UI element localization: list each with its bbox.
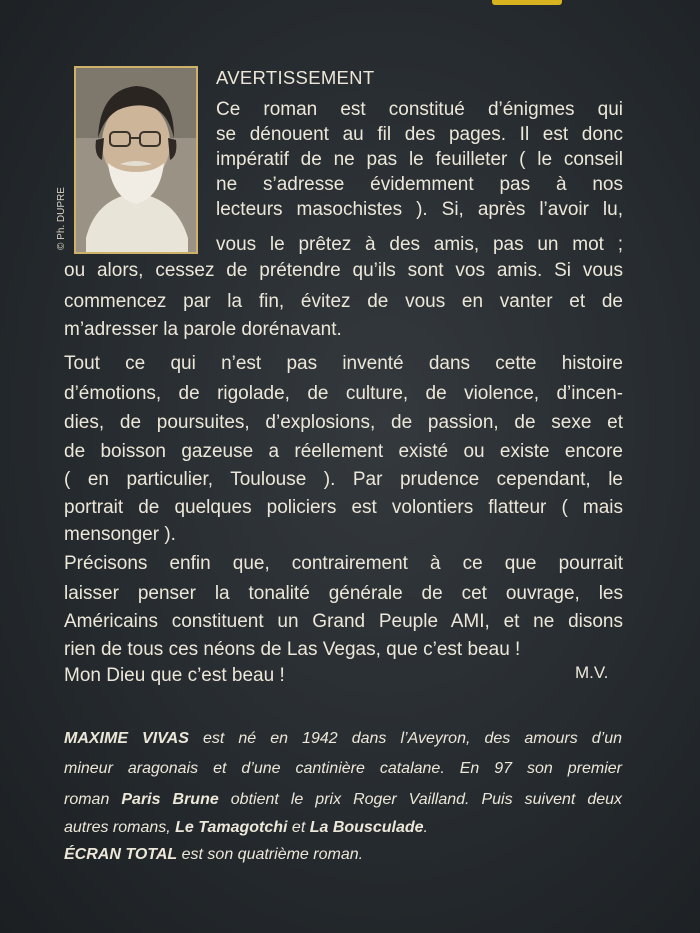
- text-line: laisser penser la tonalité générale de cet ouvrage, les: [64, 583, 623, 604]
- text-line: commencez par la fin, évitez de vous en vanter et de: [64, 291, 623, 312]
- warning-title: AVERTISSEMENT: [216, 67, 375, 88]
- text-line: Ce roman est constitué d’énigmes qui: [216, 99, 623, 120]
- top-yellow-tab: [492, 0, 562, 5]
- text-line: lecteurs masochistes ). Si, après l’avoir lu,: [216, 199, 623, 220]
- author-photo: [74, 66, 198, 254]
- text-line: se dénouent au fil des pages. Il est donc: [216, 124, 623, 145]
- bio-text: autres romans,: [64, 819, 176, 836]
- text-line: m’adresser la parole dorénavant.: [64, 319, 342, 340]
- book-title: ÉCRAN TOTAL: [64, 846, 178, 863]
- novel-title: Le Tamagotchi: [175, 819, 288, 836]
- text-line: portrait de quelques policiers est volontiers flatteur ( mais: [64, 497, 623, 518]
- text-line: de boisson gazeuse a réellement existé ou existe encore: [64, 441, 623, 462]
- text-line: Américains constituent un Grand Peuple AMI, et ne disons: [64, 611, 623, 632]
- bio-line: mineur aragonais et d’une cantinière catalane. En 97 son premier: [64, 760, 622, 777]
- text-line: mensonger ).: [64, 524, 176, 545]
- text-line: ne s’adresse évidemment pas à nos: [216, 174, 623, 195]
- novel-title: La Bousculade: [309, 819, 424, 836]
- text-line: ou alors, cessez de prétendre qu’ils sont vos amis. Si vous: [64, 260, 623, 281]
- bio-text: est né en 1942 dans l’Aveyron, des amours d’un: [188, 730, 622, 747]
- text-line: Mon Dieu que c’est beau !: [64, 665, 285, 686]
- author-portrait-image: [76, 68, 196, 252]
- bio-text: est son quatrième roman.: [177, 846, 364, 863]
- novel-title: Paris Brune: [121, 791, 219, 808]
- text-line: ( en particulier, Toulouse ). Par prudence cependant, le: [64, 469, 623, 490]
- bio-text: roman: [64, 791, 122, 808]
- text-line: dies, de poursuites, d’explosions, de passion, de sexe et: [64, 412, 623, 433]
- bio-text: obtient le prix Roger Vailland. Puis suivent deux: [218, 791, 623, 808]
- author-name: MAXIME VIVAS: [64, 730, 189, 747]
- bio-text: et: [287, 819, 310, 836]
- text-line: impératif de ne pas le feuilleter ( le conseil: [216, 149, 623, 170]
- text-line: Précisons enfin que, contrairement à ce que pourrait: [64, 553, 623, 574]
- text-line: vous le prêtez à des amis, pas un mot ;: [216, 234, 623, 255]
- bio-line: [64, 787, 622, 812]
- bio-line: [64, 842, 622, 867]
- text-line: rien de tous ces néons de Las Vegas, que c’est beau !: [64, 639, 521, 660]
- bio-line: [64, 815, 622, 840]
- signature: M.V.: [575, 663, 609, 682]
- text-line: Tout ce qui n’est pas inventé dans cette histoire: [64, 353, 623, 374]
- bio-line: [64, 726, 622, 751]
- text-line: d’émotions, de rigolade, de culture, de violence, d’incen-: [64, 383, 623, 404]
- bio-text: .: [423, 819, 428, 836]
- photo-credit: © Ph. DUPRE: [56, 187, 67, 250]
